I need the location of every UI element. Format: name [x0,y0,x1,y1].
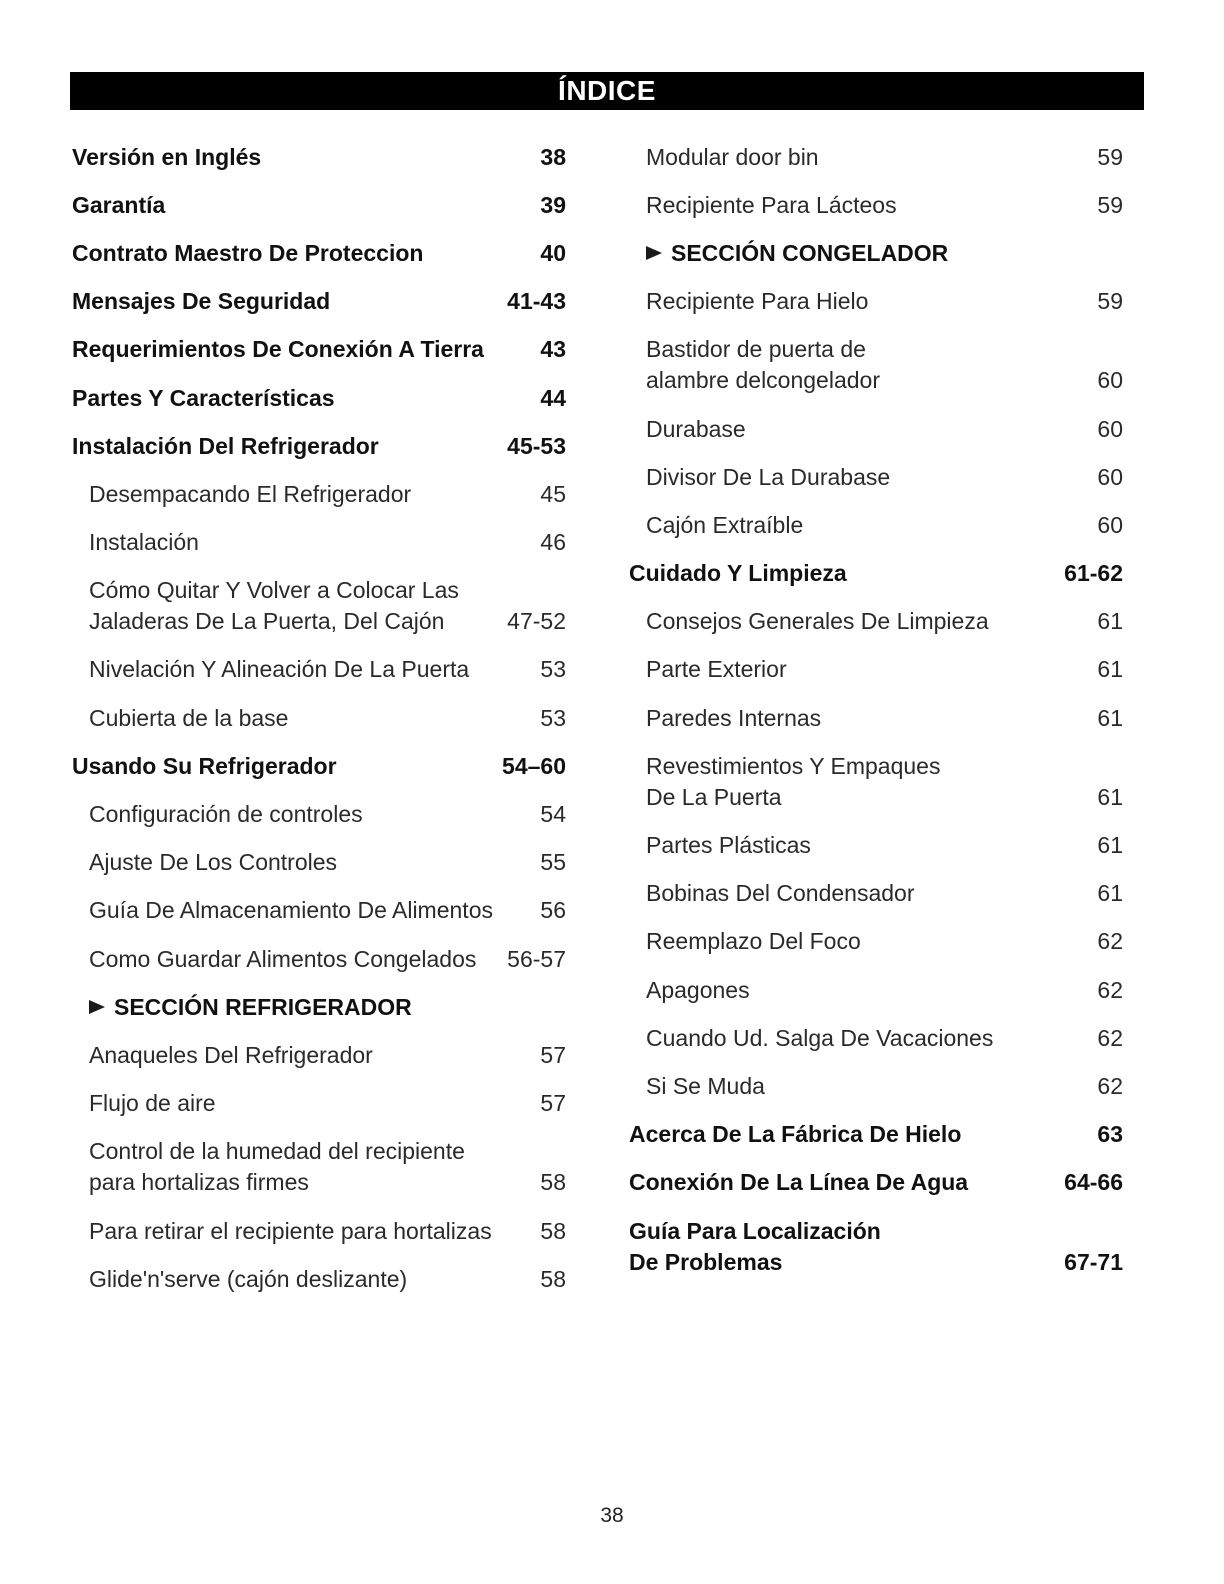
toc-entry [629,598,1123,646]
toc-entry-label: Partes Y Características [72,384,335,411]
toc-entry [72,278,566,326]
toc-entry-pages: 59 [1097,191,1123,218]
toc-entry-label: Consejos Generales De Limpieza [646,608,989,635]
toc-entry-pages: 60 [1097,367,1123,394]
toc-entry [72,229,566,277]
toc-entry [72,790,566,838]
toc-entry-label: Instalación [89,529,199,556]
toc-entry-label: Recipiente Para Hielo [646,288,869,315]
toc-entry-label: Revestimientos Y Empaques De La Puerta [646,752,941,810]
toc-entry-pages: 46 [540,529,566,556]
toc-entry [72,181,566,229]
toc-entry-pages: 54 [540,801,566,828]
toc-entry [72,742,566,790]
toc-entry [72,839,566,887]
toc-entry [629,1014,1123,1062]
toc-entry [629,1062,1123,1110]
toc-entry-label: Versión en Inglés [72,143,262,170]
toc-entry-label: Recipiente Para Lácteos [646,191,897,218]
toc-entry [629,742,1123,821]
toc-entry-pages: 64-66 [1064,1169,1123,1196]
toc-entry-pages: 43 [540,336,566,363]
toc-entry [72,1255,566,1303]
toc-entry-pages: 55 [540,849,566,876]
section-heading-text: SECCIÓN REFRIGERADOR [114,993,412,1020]
toc-entry-label: Bastidor de puerta de alambre delcongelador [646,336,880,394]
toc-entry-pages: 53 [540,656,566,683]
toc-entry-pages: 39 [540,191,566,218]
toc-entry-label: Anaqueles Del Refrigerador [89,1041,373,1068]
page-number: 38 [600,1504,624,1527]
toc-entry [629,278,1123,326]
toc-entry-pages: 60 [1097,415,1123,442]
toc-entry-label: Usando Su Refrigerador [72,752,337,779]
toc-entry-label: Bobinas Del Condensador [646,880,915,907]
toc-entry [72,470,566,518]
toc-entry-pages: 56 [540,897,566,924]
toc-entry-label: Garantía [72,191,166,218]
toc-entry-label: Desempacando El Refrigerador [89,480,412,507]
toc-entry-label: Cubierta de la base [89,704,289,731]
toc-entry-label: Cuando Ud. Salga De Vacaciones [646,1024,994,1051]
toc-entry-pages: 62 [1097,1072,1123,1099]
toc-entry [629,181,1123,229]
index-title: ÍNDICE [558,75,656,106]
toc-entry [72,422,566,470]
toc-entry-pages: 62 [1097,928,1123,955]
toc-entry-label: Para retirar el recipiente para hortalizas [89,1217,492,1244]
toc-entry-label: Instalación Del Refrigerador [72,432,379,459]
toc-entry-label: Glide'n'serve (cajón deslizante) [89,1265,408,1292]
toc-entry [72,374,566,422]
toc-entry-pages: 63 [1097,1121,1123,1148]
toc-entry [629,918,1123,966]
toc-entry-pages: 61 [1097,656,1123,683]
toc-entry [629,1159,1123,1207]
toc-entry-pages: 60 [1097,463,1123,490]
toc-entry [629,326,1123,405]
toc-entry [629,1111,1123,1159]
toc-entry [72,694,566,742]
toc-entry-pages: 54–60 [502,752,566,779]
toc-entry-label: Divisor De La Durabase [646,463,891,490]
toc-entry-pages: 58 [540,1265,566,1292]
toc-entry-pages: 58 [540,1169,566,1196]
toc-entry [629,646,1123,694]
toc-entry-pages: 40 [540,239,566,266]
toc-entry-label: Cuidado Y Limpieza [629,560,847,587]
toc-entry-pages: 62 [1097,1024,1123,1051]
toc-entry-pages: 61-62 [1064,560,1123,587]
toc-entry [629,1207,1123,1286]
toc-entry-label [646,238,1111,269]
toc-entry-label [89,992,554,1023]
toc-entry [72,326,566,374]
section-heading-text: SECCIÓN CONGELADOR [671,239,949,266]
toc-entry-pages: 57 [540,1041,566,1068]
toc-entry-label: Parte Exterior [646,656,787,683]
toc-entry-label: Contrato Maestro De Proteccion [72,239,424,266]
toc-entry [629,229,1123,277]
toc-entry-pages: 61 [1097,608,1123,635]
toc-entry-pages: 61 [1097,704,1123,731]
toc-entry-pages: 57 [540,1090,566,1117]
toc-entry-pages: 61 [1097,832,1123,859]
toc-entry-pages: 41-43 [507,288,566,315]
toc-entry-label: Mensajes De Seguridad [72,288,331,315]
toc-entry-label: Si Se Muda [646,1072,765,1099]
toc-entry-label: Partes Plásticas [646,832,811,859]
toc-right-column [629,133,1123,1286]
toc-entry-pages: 59 [1097,288,1123,315]
toc-entry [629,821,1123,869]
toc-entry [629,870,1123,918]
toc-left-column [72,133,566,1303]
triangle-right-icon [89,1000,105,1014]
toc-entry-pages: 44 [540,384,566,411]
toc-entry-label: Guía De Almacenamiento De Alimentos [89,897,493,924]
triangle-right-icon [646,246,662,260]
toc-entry [72,567,566,646]
toc-entry-label: Cómo Quitar Y Volver a Colocar Las Jaladeras De La Puerta, Del Cajón [89,577,459,635]
toc-entry-label: Paredes Internas [646,704,822,731]
toc-entry-pages: 60 [1097,511,1123,538]
toc-entry-pages: 56-57 [507,945,566,972]
toc-entry [72,1080,566,1128]
toc-entry [629,694,1123,742]
toc-entry-label: Acerca De La Fábrica De Hielo [629,1121,962,1148]
toc-entry-label: Modular door bin [646,143,819,170]
toc-entry-pages: 38 [540,143,566,170]
toc-entry [629,133,1123,181]
toc-entry-pages: 61 [1097,880,1123,907]
toc-entry-label: Conexión De La Línea De Agua [629,1169,969,1196]
toc-entry-pages: 67-71 [1064,1248,1123,1275]
toc-entry-label: Durabase [646,415,746,442]
toc-entry-label: Reemplazo Del Foco [646,928,861,955]
toc-entry-label: Flujo de aire [89,1090,216,1117]
toc-entry [72,133,566,181]
toc-entry [629,405,1123,453]
toc-entry-pages: 62 [1097,976,1123,1003]
toc-entry-label: Apagones [646,976,750,1003]
toc-entry-label: Cajón Extraíble [646,511,804,538]
toc-entry-pages: 61 [1097,783,1123,810]
toc-entry-pages: 45 [540,480,566,507]
toc-entry [629,550,1123,598]
toc-entry-pages: 47-52 [507,608,566,635]
toc-entry [629,966,1123,1014]
toc-entry-label: Control de la humedad del recipiente para hortalizas firmes [89,1138,465,1196]
toc-entry-label: Como Guardar Alimentos Congelados [89,945,477,972]
toc-entry [629,453,1123,501]
toc-entry-pages: 45-53 [507,432,566,459]
toc-entry [72,1128,566,1207]
toc-entry [72,519,566,567]
toc-entry-pages: 53 [540,704,566,731]
toc-entry [72,646,566,694]
toc-entry [629,501,1123,549]
toc-entry-label: Configuración de controles [89,801,363,828]
toc-entry [72,983,566,1031]
toc-entry [72,935,566,983]
toc-entry [72,1031,566,1079]
toc-entry-pages: 58 [540,1217,566,1244]
toc-entry-label: Nivelación Y Alineación De La Puerta [89,656,470,683]
toc-entry [72,887,566,935]
toc-entry-label: Requerimientos De Conexión A Tierra [72,336,484,363]
toc-entry-label: Guía Para Localización De Problemas [629,1217,881,1275]
toc-entry [72,1207,566,1255]
toc-entry-label: Ajuste De Los Controles [89,849,338,876]
index-title-bar [70,72,1144,110]
toc-entry-pages: 59 [1097,143,1123,170]
